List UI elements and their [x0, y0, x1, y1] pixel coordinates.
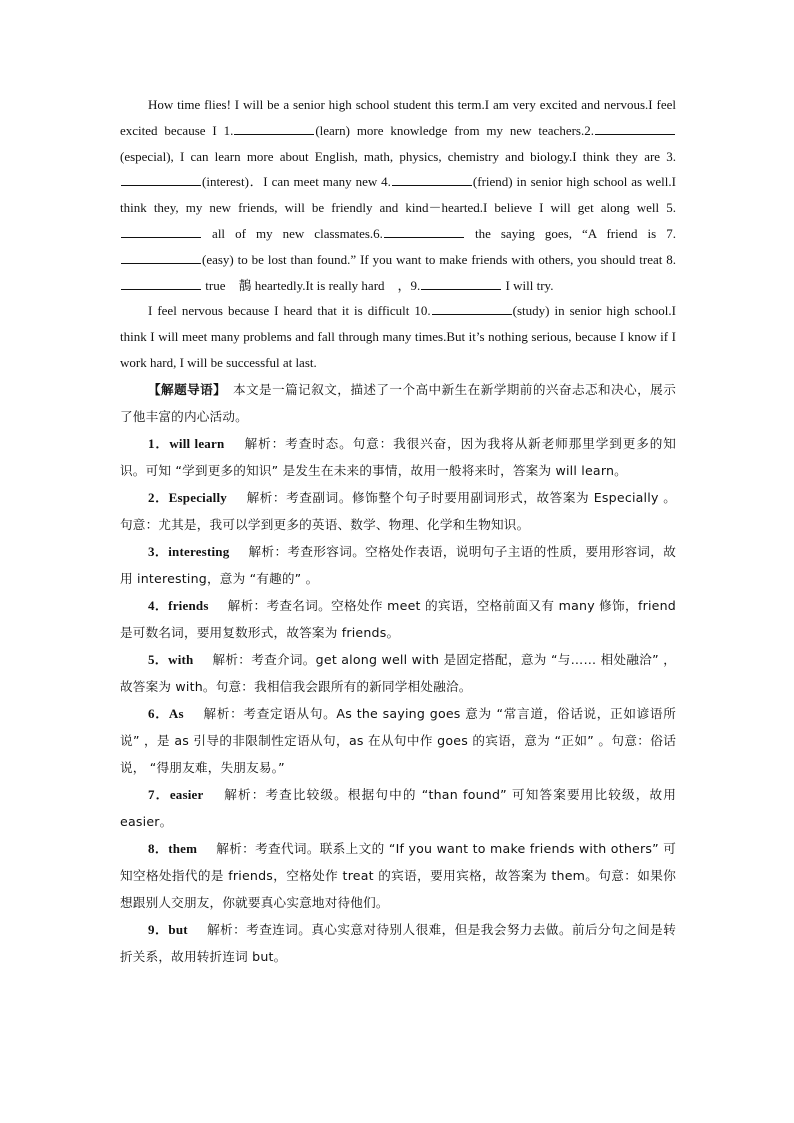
- answer-number: 8．: [148, 840, 169, 856]
- passage-text: I will try.: [505, 277, 554, 293]
- explanation-text: 考查连词。真心实意对待别人很难，但是我会努力去做。前后分句之间是转折关系，故用转折连词 but。: [120, 921, 677, 964]
- answer-word: easier: [169, 786, 204, 802]
- guide-heading: 【解题导语】: [148, 381, 220, 397]
- blank-10: [432, 302, 512, 315]
- answer-number: 7．: [148, 786, 170, 802]
- answer-number: 4．: [148, 597, 169, 613]
- guide-paragraph: [120, 376, 676, 430]
- passage-paragraph-1: [120, 92, 676, 298]
- blank-6: [384, 225, 464, 238]
- answer-word: will learn: [169, 435, 225, 451]
- passage-text: true 鶄 heartedly.It is really hard ，9.: [205, 277, 421, 293]
- answer-number: 3．: [148, 543, 169, 559]
- explanation-label: 解析：: [216, 840, 256, 856]
- answer-number: 1．: [148, 435, 170, 451]
- explanation-label: 解析：: [244, 435, 286, 451]
- answer-number: 6．: [148, 705, 169, 721]
- passage-text: (interest)．I can meet many new 4.: [202, 174, 391, 190]
- passage-text: all of my new classmates.6.: [212, 225, 383, 241]
- explanation-text: 考查时态。句意：我很兴奋，因为我将从新老师那里学到更多的知识。可知 “学到更多的知识” 是发生在未来的事情，故用一般将来时，答案为 will learn。: [120, 435, 677, 478]
- explanation-label: 解析：: [246, 489, 287, 505]
- blank-4: [392, 173, 472, 186]
- answer-list: [120, 430, 676, 970]
- answer-item: [120, 781, 676, 835]
- explanation-text: 考查名词。空格处作 meet 的宾语，空格前面又有 many 修饰，friend 是可数名词，要用复数形式，故答案为 friends。: [120, 597, 677, 640]
- answer-item: [120, 430, 676, 484]
- document-page: [120, 92, 676, 970]
- passage-text: I feel nervous because I heard that it is difficult 10.: [148, 303, 431, 319]
- answer-item: [120, 592, 676, 646]
- explanation-label: 解析：: [224, 786, 266, 802]
- answer-word: As: [168, 705, 184, 721]
- answer-number: 5．: [148, 651, 169, 667]
- explanation-text: 考查定语从句。As the saying goes 意为 “常言道，俗话说，正如谚语所说” ，是 as 引导的非限制性定语从句，as 在从句中作 goes 的宾语，意为 “正如” 。句意：俗话说， “得朋友难，失朋友易。”: [120, 705, 676, 775]
- explanation-label: 解析：: [227, 597, 267, 613]
- passage-text: (especial), I can learn more about English, math, physics, chemistry and biology.I think they are 3.: [120, 148, 676, 164]
- passage-text: (friend) in senior high school as well.I think they, my new friends, will be friendly and kind－hearted.I believe I will get along well 5.: [120, 174, 676, 216]
- blank-7: [121, 251, 201, 264]
- explanation-text: 考查副词。修饰整个句子时要用副词形式，故答案为 Especially 。句意：尤其是，我可以学到更多的英语、数学、物理、化学和生物知识。: [120, 489, 676, 532]
- answer-word: Especially: [168, 489, 228, 505]
- answer-word: but: [168, 921, 188, 937]
- passage-text: (study) in senior high school.I think I will meet many problems and fall through many times.But it’s nothing serious, because I know if I work hard, I will be successful at last.: [120, 303, 677, 370]
- answer-item: [120, 646, 676, 700]
- answer-word: with: [168, 651, 194, 667]
- passage-text: How time flies! I will be a senior high school student this term.I am very excited and nervous.I feel excited because I 1.: [120, 97, 676, 138]
- answer-word: friends: [168, 597, 209, 613]
- blank-5: [121, 225, 201, 238]
- blank-3: [121, 173, 201, 186]
- answer-number: 2．: [148, 489, 169, 505]
- answer-item: [120, 700, 676, 781]
- explanation-label: 解析：: [203, 705, 244, 721]
- passage-paragraph-2: [120, 298, 676, 375]
- explanation-label: 解析：: [207, 921, 247, 937]
- explanation-label: 解析：: [212, 651, 252, 667]
- answer-item: [120, 538, 676, 592]
- blank-8: [121, 277, 201, 290]
- answer-item: [120, 916, 676, 970]
- explanation-text: 考查形容词。空格处作表语，说明句子主语的性质，要用形容词，故用 interesting，意为 “有趣的” 。: [120, 543, 676, 586]
- explanation-text: 考查比较级。根据句中的 “than found” 可知答案要用比较级，故用 easier。: [120, 786, 676, 829]
- passage-text: the saying goes, “A friend is 7.: [474, 225, 677, 241]
- blank-1: [234, 122, 314, 135]
- answer-word: them: [168, 840, 198, 856]
- passage-text: (easy) to be lost than found.” If you want to make friends with others, you should treat 8.: [202, 251, 676, 267]
- blank-9: [421, 277, 501, 290]
- explanation-text: 考查代词。联系上文的 “If you want to make friends with others” 可知空格处指代的是 friends，空格处作 treat 的宾语，要用宾格，故答案为 them。句意：如果你想跟别人交朋友，你就要真心实意地对待他们。: [120, 840, 676, 910]
- blank-2: [595, 122, 675, 135]
- answer-item: [120, 484, 676, 538]
- answer-number: 9．: [148, 921, 169, 937]
- answer-word: interesting: [168, 543, 230, 559]
- guide-text: 本文是一篇记叙文，描述了一个高中新生在新学期前的兴奋忐忑和决心，展示了他丰富的内心活动。: [120, 381, 677, 424]
- answer-item: [120, 835, 676, 916]
- explanation-text: 考查介词。get along well with 是固定搭配，意为 “与…… 相处融洽” ，故答案为 with。句意：我相信我会跟所有的新同学相处融洽。: [120, 651, 676, 694]
- explanation-label: 解析：: [248, 543, 288, 559]
- passage-text: (learn) more knowledge from my new teachers.2.: [315, 122, 594, 138]
